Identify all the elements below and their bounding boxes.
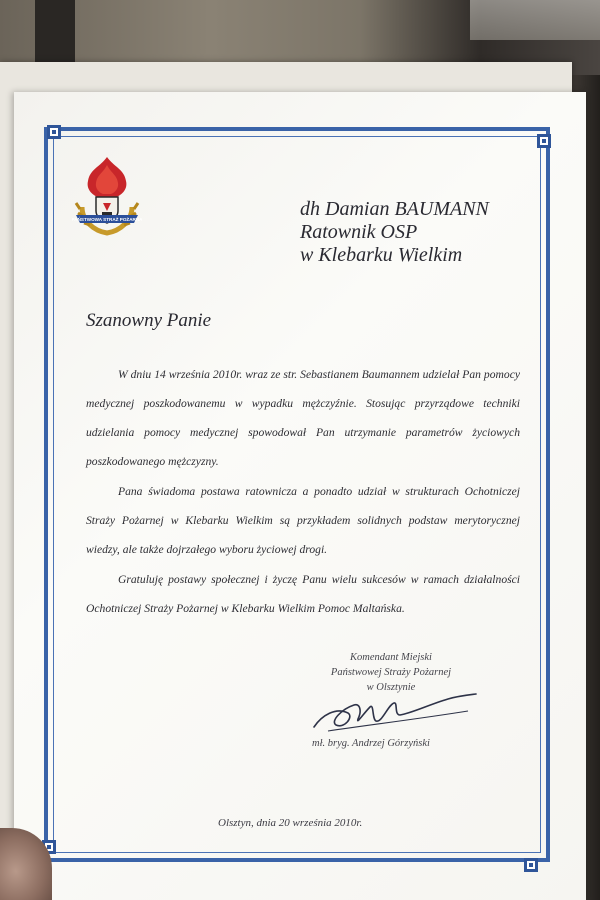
signatory-city: w Olsztynie (366, 682, 416, 693)
letter-paragraph: W dniu 14 września 2010r. wraz ze str. Sebastianem Baumannem udzielał Pan pomocy medycznej poszkodowanemu w wypadku mężczyźnie. Stosując przyrządowe techniki udzielania pomocy medycznej spowodował Pan utrzymanie parametrów życiowych poszkodowanego mężczyzny. (86, 368, 520, 468)
signer-name: mł. bryg. Andrzej Górzyński (312, 738, 430, 749)
recipient-name: dh Damian BAUMANN (300, 198, 489, 220)
frame-corner-ornament (47, 125, 61, 139)
frame-corner-ornament (524, 858, 538, 872)
recipient-title: Ratownik OSP (300, 221, 418, 243)
frame-corner-ornament (537, 134, 551, 148)
signatory-institution: Państwowej Straży Pożarnej (330, 667, 452, 678)
fire-service-emblem-icon (72, 155, 142, 237)
signatory-office: Komendant Miejski (350, 652, 432, 663)
place-and-date: Olsztyn, dnia 20 września 2010r. (218, 817, 363, 829)
handwritten-signature (308, 685, 483, 740)
svg-text:PAŃSTWOWA STRAŻ POŻARNA: PAŃSTWOWA STRAŻ POŻARNA (72, 217, 142, 223)
recipient-location: w Klebarku Wielkim (300, 244, 463, 266)
background-window (470, 0, 600, 40)
recipient-address (300, 198, 489, 267)
letter-paragraph: Pana świadoma postawa ratownicza a ponadto udział w strukturach Ochotniczej Straży Pożarnej w Klebarku Wielkim są przykładem solidnych podstaw merytorycznej wiedzy, ale także dojrzałego wyboru życiowej drogi. (86, 485, 520, 556)
letter-body (86, 360, 520, 624)
letter-paragraph: Gratuluję postawy społecznej i życzę Panu wielu sukcesów w ramach działalności Ochotniczej Straży Pożarnej w Klebarku Wielkim Pomoc Maltańska. (86, 573, 520, 615)
salutation: Szanowny Panie (86, 310, 212, 331)
